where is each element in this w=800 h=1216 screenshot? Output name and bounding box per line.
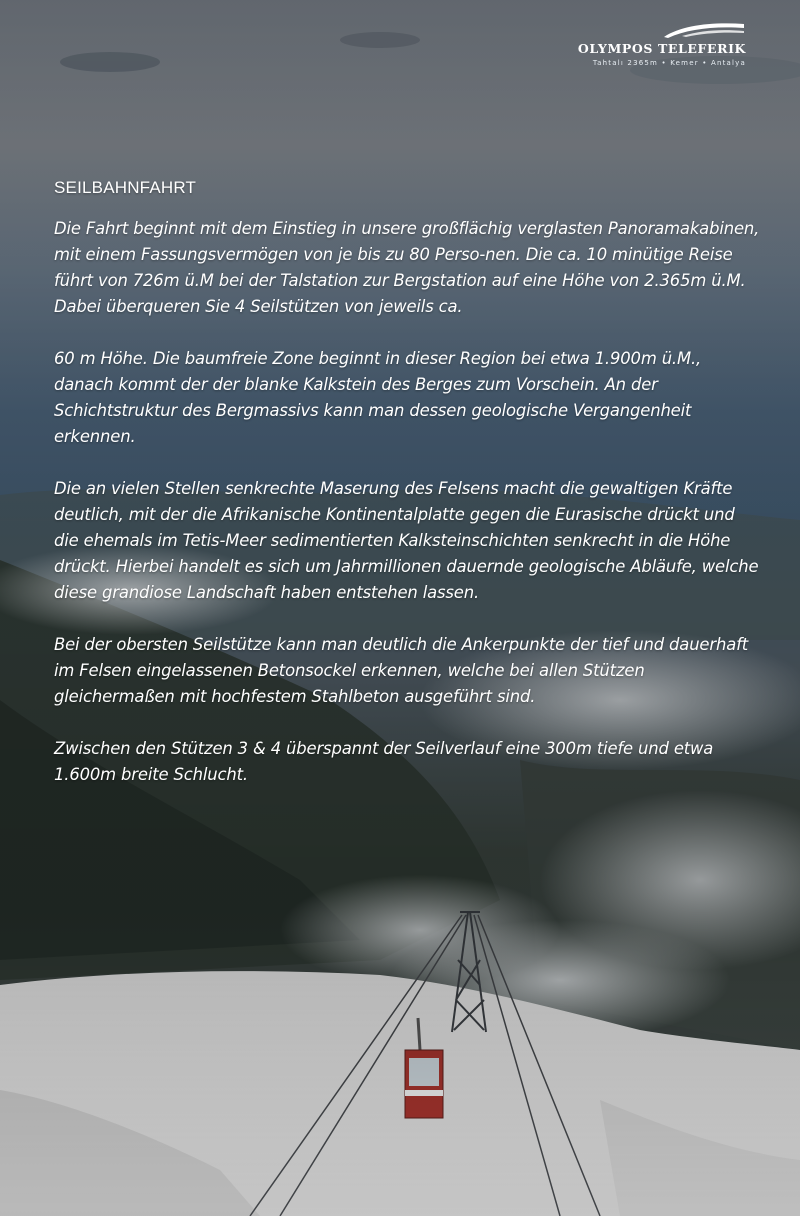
- article-paragraph: Bei der obersten Seilstütze kann man deutlich die Ankerpunkte der tief und dauerhaft im Felsen eingelassenen Betonsockel erkennen, welche bei allen Stützen gleichermaßen mit hochfestem Stahlbeton ausgeführt sind.: [54, 635, 748, 706]
- article-heading: SEILBAHNFAHRT: [54, 178, 197, 197]
- article-paragraph: Zwischen den Stützen 3 & 4 überspannt der Seilverlauf eine 300m tiefe und etwa 1.600m breite Schlucht.: [54, 739, 714, 784]
- cable-swoosh-icon: [662, 22, 746, 40]
- article: [54, 178, 764, 814]
- logo-tagline: Tahtalı 2365m • Kemer • Antalya: [592, 59, 746, 67]
- logo-name: OLYMPOS TELEFERIK: [577, 41, 746, 56]
- article-paragraph: Die an vielen Stellen senkrechte Maserung des Felsens macht die gewaltigen Kräfte deutlich, mit der die Afrikanische Kontinentalplatte gegen die Eurasische drückt und die ehemals im Tetis-Meer sedimentierten Kalksteinschichten senkrecht in die Höhe drückt. Hierbei handelt es sich um Jahrmillionen dauernde geologische Abläufe, welche diese grandiose Landschaft haben entstehen lassen.: [54, 479, 759, 602]
- article-paragraph: 60 m Höhe. Die baumfreie Zone beginnt in dieser Region bei etwa 1.900m ü.M., danach kommt der der blanke Kalkstein des Berges zum Vorschein. An der Schichtstruktur des Bergmassivs kann man dessen geologische Vergangenheit erkennen.: [54, 349, 702, 446]
- article-paragraph: Die Fahrt beginnt mit dem Einstieg in unsere großflächig verglasten Panoramakabinen, mit einem Fassungsvermögen von je bis zu 80 Perso-nen. Die ca. 10 minütige Reise führt von 726m ü.M bei der Talstation zur Bergstation auf eine Höhe von 2.365m ü.M. Dabei überqueren Sie 4 Seilstützen von jeweils ca.: [54, 219, 760, 316]
